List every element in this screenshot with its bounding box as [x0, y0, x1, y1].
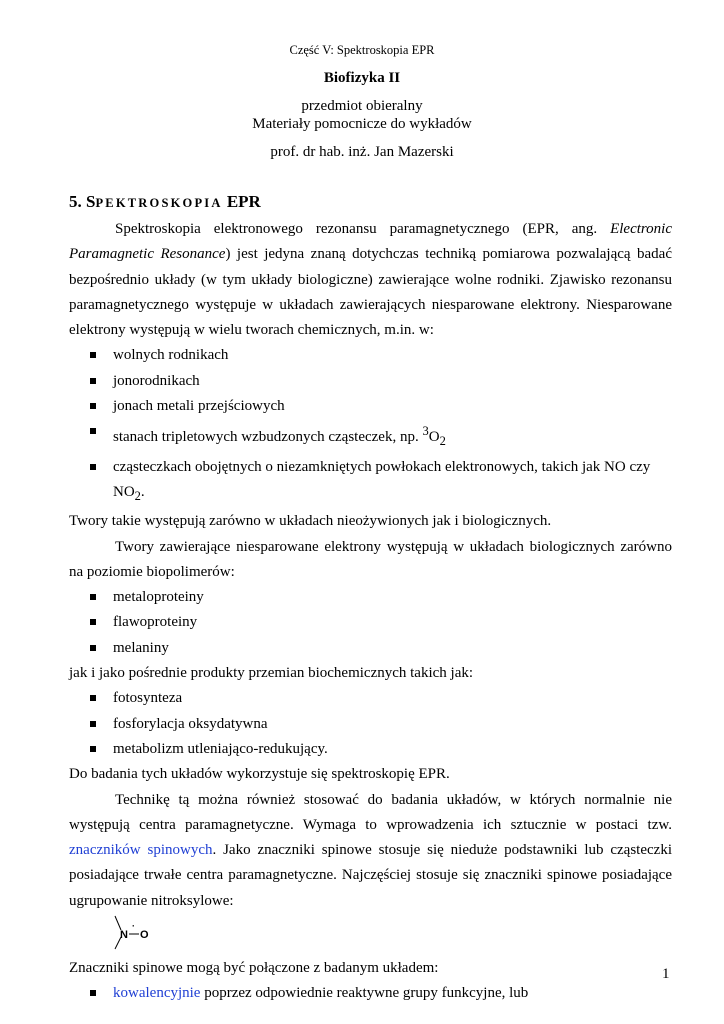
nitroxyl-formula [69, 914, 672, 956]
paragraph-intro [69, 217, 672, 343]
course-subtitle-2: Materiały pomocnicze do wykładów [252, 116, 472, 132]
bullet-icon [90, 378, 96, 384]
bullet-icon [90, 746, 96, 752]
section-heading [69, 192, 261, 212]
bullet-icon [90, 645, 96, 651]
bullet-icon [90, 352, 96, 358]
text-span: Spektroskopia elektronowego rezonansu paramagnetycznego (EPR, ang. [115, 221, 611, 237]
text-span: ) jest jedyna znaną dotychczas techniką pomiarowa pozwalającą badać bezpośrednio układy (w tym układy biologiczne) zawierające wolne rodniki. Zjawisko rezonansu paramagnetycznego występuje w układach zawierających niesparowane elektrony. Niesparowane elektrony występują w wielu tworach chemicznych, m.in. w: [69, 246, 672, 339]
section-title-initial: S [86, 192, 96, 211]
list-item-text: O [428, 429, 440, 446]
radical-dot: · [132, 921, 135, 932]
main-content [69, 217, 672, 1007]
section-number: 5. [69, 192, 82, 211]
list-processes [69, 686, 672, 762]
list-item [69, 369, 672, 394]
bullet-icon [90, 990, 96, 996]
list-attachment [69, 981, 672, 1006]
list-item-text: fotosynteza [113, 690, 183, 707]
list-item-text: poprzez odpowiednie reaktywne grupy funkcyjne, lub [200, 985, 529, 1002]
oxygen-atom: O [140, 929, 149, 942]
spin-labels-term: znaczników spinowych [69, 842, 213, 859]
list-item [69, 737, 672, 762]
list-item [69, 585, 672, 610]
course-title: Biofizyka II [323, 70, 401, 86]
bullet-icon [90, 464, 96, 470]
bullet-icon [90, 695, 96, 701]
paragraph-epr-usage: Do badania tych układów wykorzystuje się spektroskopię EPR. [69, 766, 450, 783]
covalent-term: kowalencyjnie [113, 985, 201, 1002]
course-subtitle-1: przedmiot obieralny [301, 98, 423, 114]
list-item [69, 636, 672, 661]
italic-term: Electronic Paramagnetic Resonance [69, 221, 672, 263]
bullet-icon [90, 594, 96, 600]
nitroxyl-structure-icon [113, 914, 163, 954]
text-span: Technikę tą można również stosować do badania układów, w których normalnie nie występują centra paramagnetyczne. Wymaga to wprowadzenia ich sztucznie w postaci tzw. [69, 791, 672, 833]
list-item-text: wolnych rodnikach [113, 347, 229, 364]
paragraph-spin-labels [69, 788, 672, 914]
author-line: prof. dr hab. inż. Jan Mazerski [270, 144, 454, 160]
list-item-text: fosforylacja oksydatywna [113, 715, 268, 732]
text-span: . Jako znaczniki spinowe stosuje się nieduże podstawniki lub cząsteczki posiadające trwałe centra paramagnetyczne. Najczęściej stosuje się znaczniki spinowe posiadające ugrupowanie nitroksylowe: [69, 842, 672, 909]
list-item-text: metabolizm utleniająco-redukujący. [113, 740, 328, 757]
list-item [69, 455, 672, 510]
list-item-text: metaloproteiny [113, 589, 204, 606]
section-title-epr: EPR [226, 192, 261, 211]
list-item-text: stanach tripletowych wzbudzonych cząsteczek, np. [113, 429, 423, 446]
bullet-icon [90, 721, 96, 727]
subscript: 2 [134, 488, 141, 503]
paragraph-occurrence: Twory takie występują zarówno w układach nieożywionych jak i biologicznych. [69, 513, 552, 530]
subscript: 2 [439, 434, 446, 449]
bond-line [115, 916, 121, 930]
bullet-icon [90, 619, 96, 625]
paragraph-intermediates: jak i jako pośrednie produkty przemian biochemicznych takich jak: [69, 665, 474, 682]
list-item [69, 394, 672, 419]
list-biopolymers [69, 585, 672, 661]
list-item-text: cząsteczkach obojętnych o niezamkniętych powłokach elektronowych, takich jak NO czy NO [113, 458, 651, 500]
bullet-icon [90, 428, 96, 434]
list-item [69, 981, 672, 1006]
bullet-icon [90, 403, 96, 409]
list-item [69, 610, 672, 635]
page-number: 1 [662, 966, 670, 982]
section-title-rest: PEKTROSKOPIA [95, 196, 223, 210]
paragraph-biopolymers: Twory zawierające niesparowane elektrony występują w układach biologicznych zarówno na poziomie biopolimerów: [69, 538, 672, 580]
running-header: Część V: Spektroskopia EPR [289, 43, 435, 57]
list-item-text: jonach metali przejściowych [113, 398, 285, 415]
list-item [69, 419, 672, 454]
superscript: 3 [422, 424, 429, 439]
list-item-text: . [140, 483, 145, 500]
list-unpaired-electrons [69, 343, 672, 509]
nitrogen-atom: N [120, 929, 128, 942]
list-item [69, 343, 672, 368]
list-item-text: flawoproteiny [113, 614, 198, 631]
paragraph-attachment: Znaczniki spinowe mogą być połączone z badanym układem: [69, 960, 439, 977]
list-item-text: jonorodnikach [113, 372, 200, 389]
list-item-text: melaniny [113, 639, 169, 656]
title-block [0, 69, 724, 161]
list-item [69, 712, 672, 737]
list-item [69, 686, 672, 711]
